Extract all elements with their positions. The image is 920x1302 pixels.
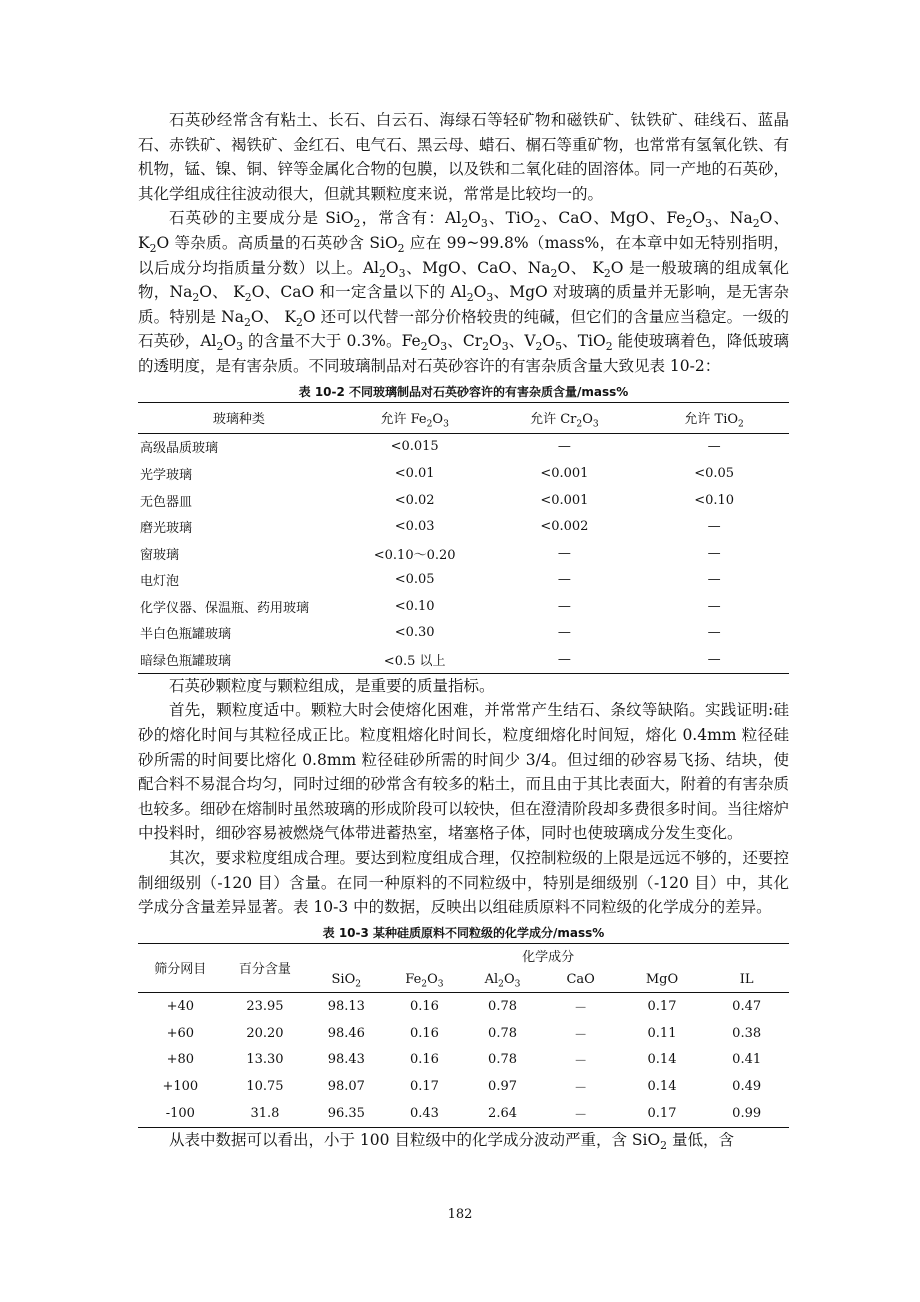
table-cell: 0.11 — [647, 1025, 677, 1041]
table-cell: 0.78 — [488, 998, 517, 1014]
table-cell: <0.001 — [540, 492, 589, 508]
table-row — [138, 1073, 789, 1100]
table-cell: 98.46 — [327, 1025, 365, 1041]
table-cell: — — [707, 545, 721, 561]
table2-header-row-1 — [138, 943, 789, 968]
table-10-3 — [138, 943, 789, 1128]
table-row — [138, 593, 789, 620]
table-cell: 0.17 — [409, 1079, 439, 1095]
table-cell: <0.05 — [694, 465, 735, 481]
table-cell: +80 — [166, 1052, 195, 1068]
table-cell: 0.16 — [409, 998, 439, 1014]
table-cell: 暗绿色瓶罐玻璃 — [140, 654, 232, 670]
table-cell: 光学玻璃 — [140, 467, 193, 483]
table2-header-fe2o3: $Fe_2O_3$ — [385, 968, 463, 993]
table-cell: <0.002 — [540, 519, 589, 535]
table-cell: 半白色瓶罐玻璃 — [140, 627, 232, 643]
table1-header-cr2o3: 允许 $Cr_2O_3$ — [490, 402, 640, 433]
table-cell: — — [557, 439, 571, 455]
table2-header-mgo: MgO — [620, 968, 705, 993]
table-cell: <0.01 — [394, 465, 435, 481]
table-cell: 0.14 — [647, 1052, 677, 1068]
table-cell: 96.35 — [327, 1105, 365, 1121]
table1-header-fe2o3: 允许 $Fe_2O_3$ — [340, 402, 490, 433]
table-row — [138, 513, 789, 540]
table-cell: 磨光玻璃 — [140, 521, 193, 537]
table-cell: 0.14 — [647, 1079, 677, 1095]
table-cell: － — [574, 1054, 588, 1070]
table-cell: — — [707, 652, 721, 668]
table-cell: — — [707, 519, 721, 535]
table-cell: -100 — [165, 1105, 195, 1121]
table-row — [138, 540, 789, 567]
table-cell: 98.13 — [327, 998, 365, 1014]
paragraph-grain-distribution: 其次，要求粒度组成合理。要达到粒度组成合理，仅控制粒级的上限是远远不够的，还要控制细级别（-120 目）含量。在同一种原料的不同粒级中，特别是细级别（-120 目）中，其化学成分含量差异显著。表 10-3 中的数据，反映出以组硅质原料不同粒级的化学成分的差异。 — [138, 849, 790, 917]
table-cell: +40 — [166, 998, 195, 1014]
table-cell: — — [707, 598, 721, 614]
table-cell: <0.5 以上 — [383, 654, 446, 670]
paragraph-grain-moderate: 首先，颗粒度适中。颗粒大时会使熔化困难，并常常产生结石、条纹等缺陷。实践证明:硅砂的熔化时间与其粒径成正比。粒度粗熔化时间长，粒度细熔化时间短，熔化 0.4mm 粒径硅砂所需的时间要比熔化 0.8mm 粒径硅砂所需的时间少 3/4。但过细的砂容易飞扬、结块，使配合料不易混合均匀，同时过细的砂常含有较多的粘土，而且由于其比表面大，附着的有害杂质也较多。细砂在熔制时虽然玻璃的形成阶段可以较快，但在澄清阶段却多费很多时间。当往熔炉中投料时，细砂容易被燃烧气体带进蓄热室，堵塞格子体，同时也使玻璃成分发生变化。 — [138, 701, 790, 843]
table-row — [138, 487, 789, 514]
table2-header-cao: CaO — [542, 968, 620, 993]
table-cell: 2.64 — [488, 1105, 517, 1121]
table-cell: — — [557, 598, 571, 614]
table2-header-percent: 百分含量 — [223, 943, 308, 992]
table-cell: 0.47 — [732, 998, 762, 1014]
table-cell: 0.97 — [488, 1079, 517, 1095]
table-cell: +60 — [166, 1025, 195, 1041]
table-cell: — — [707, 572, 721, 588]
table-cell: 0.17 — [647, 1105, 677, 1121]
table-cell: — — [557, 625, 571, 641]
table-row — [138, 460, 789, 487]
table-row — [138, 1020, 789, 1047]
table-cell: － — [574, 1081, 588, 1097]
table-cell: 无色器皿 — [140, 494, 193, 510]
table-cell: 98.07 — [327, 1079, 365, 1095]
table1-header-glass-type: 玻璃种类 — [138, 402, 340, 433]
table-cell: 0.43 — [409, 1105, 439, 1121]
table-cell: <0.10 — [394, 598, 435, 614]
table-row — [138, 1100, 789, 1127]
table-cell: 0.78 — [488, 1025, 517, 1041]
table-cell: 窗玻璃 — [140, 547, 180, 563]
table-cell: — — [557, 572, 571, 588]
table-cell: 0.16 — [409, 1052, 439, 1068]
table-row — [138, 992, 789, 1019]
table-cell: 0.99 — [732, 1105, 762, 1121]
table-row — [138, 1046, 789, 1073]
table-row — [138, 620, 789, 647]
table-cell: 电灯泡 — [140, 574, 180, 590]
table2-header-al2o3: $Al_2O_3$ — [463, 968, 541, 993]
paragraph-grain-size: 石英砂颗粒度与颗粒组成，是重要的质量指标。 — [169, 676, 495, 695]
table-cell: — — [707, 625, 721, 641]
table-row — [138, 567, 789, 594]
table1-header-tio2: 允许 TiO$_2$ — [639, 402, 789, 433]
table-cell: 31.8 — [250, 1105, 280, 1121]
table-cell: <0.001 — [540, 465, 589, 481]
table-cell: 化学仪器、保温瓶、药用玻璃 — [140, 600, 310, 616]
table2-header-chem-group: 化学成分 — [522, 950, 575, 966]
table-cell: <0.015 — [390, 439, 439, 455]
table2-header-il: IL — [704, 968, 789, 993]
table-cell: — — [557, 652, 571, 668]
table-cell: <0.30 — [394, 625, 435, 641]
table-cell: 0.49 — [732, 1079, 762, 1095]
table1-header-row — [138, 402, 789, 433]
table-cell: +100 — [162, 1079, 199, 1095]
table-cell: 0.41 — [732, 1052, 762, 1068]
paragraph-main-composition: 石英砂的主要成分是 SiO$_2$，常含有：$Al_2O_3$、TiO$_2$、CaO、MgO、$Fe_2O_3$、$Na_2O$、 $K_2O$ 等杂质。高质量的石英砂含 SiO$_2$ 应在 99~99.8%（mass%，在本章中如无特别指明，以后成分均指质量分数）以上。$Al_2O_3$、MgO、CaO、$Na_2O$、 $K_2O$ 是一般玻璃的组成氧化物，$Na_2O$、 $K_2O$、CaO 和一定含量以下的 $Al_2O_3$、MgO 对玻璃的质量并无影响，是无害杂质。特别是 $Na_2O$、 $K_2O$ 还可以代替一部分价格较贵的纯碱，但它们的含量应当稳定。一级的石英砂，$Al_2O_3$ 的含量不大于 0.3%。$Fe_2O_3$、$Cr_2O_3$、$V_2O_5$、TiO$_2$ 能使玻璃着色，降低玻璃的透明度，是有害杂质。不同玻璃制品对石英砂容许的有害杂质含量大致见表 10-2： — [138, 209, 790, 375]
table1-caption: 表 10-2 不同玻璃制品对石英砂容许的有害杂质含量/mass% — [298, 384, 629, 399]
table-cell: － — [574, 1107, 588, 1123]
table-cell: 0.17 — [647, 998, 677, 1014]
table-cell: <0.10～0.20 — [373, 547, 456, 563]
table2-caption: 表 10-3 某种硅质原料不同粒级的化学成分/mass% — [322, 925, 605, 940]
paragraph-impurities: 石英砂经常含有粘土、长石、白云石、海绿石等轻矿物和磁铁矿、钛铁矿、硅线石、蓝晶石、赤铁矿、褐铁矿、金红石、电气石、黑云母、蜡石、榍石等重矿物，也常常有氢氧化铁、有机物，锰、镍、铜、锌等金属化合物的包膜，以及铁和二氧化硅的固溶体。同一产地的石英砂，其化学组成往往波动很大，但就其颗粒度来说，常常是比较均一的。 — [138, 111, 790, 203]
page-body — [138, 108, 789, 1152]
table-cell: — — [707, 439, 721, 455]
table-cell: — — [557, 545, 571, 561]
table-cell: 0.78 — [488, 1052, 517, 1068]
table-row — [138, 646, 789, 673]
table-cell: <0.02 — [394, 492, 435, 508]
table-cell: 高级晶质玻璃 — [140, 441, 219, 457]
table-cell: 98.43 — [327, 1052, 365, 1068]
table-cell: － — [574, 1000, 588, 1016]
table-cell: － — [574, 1027, 588, 1043]
table-row — [138, 433, 789, 460]
table-cell: <0.10 — [694, 492, 735, 508]
table-cell: 20.20 — [246, 1025, 284, 1041]
table-cell: <0.03 — [394, 519, 435, 535]
paragraph-conclusion: 从表中数据可以看出，小于 100 目粒级中的化学成分波动严重，含 SiO$_2$ 量低，含 — [169, 1130, 734, 1152]
page-number: 182 — [447, 1207, 473, 1222]
table-cell: 10.75 — [246, 1079, 284, 1095]
table-cell: 23.95 — [246, 998, 284, 1014]
table-10-2 — [138, 402, 789, 674]
table-cell: 0.16 — [409, 1025, 439, 1041]
table-cell: 0.38 — [732, 1025, 762, 1041]
table-cell: <0.05 — [394, 572, 435, 588]
table2-header-sio2: SiO$_2$ — [307, 968, 385, 993]
table-cell: 13.30 — [246, 1052, 284, 1068]
table2-header-mesh: 筛分网目 — [138, 943, 223, 992]
